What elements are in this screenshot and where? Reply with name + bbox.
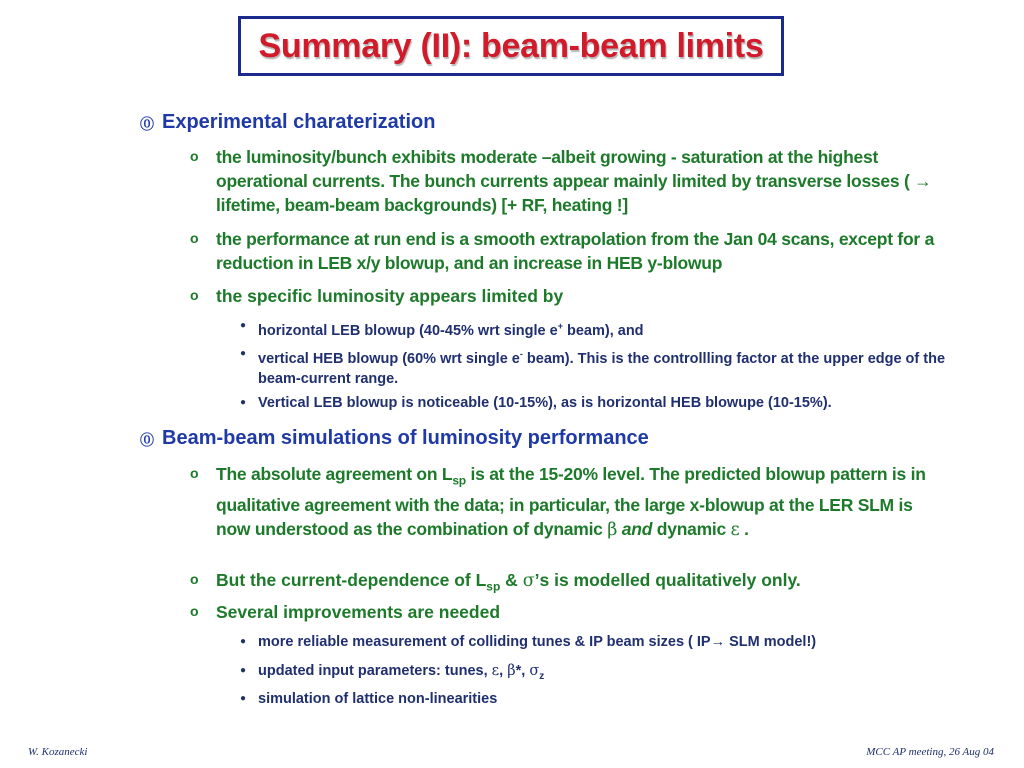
level3-bullet-icon: ●	[240, 636, 247, 647]
level2-bullet-icon: o	[190, 230, 199, 246]
sub-list-item	[240, 316, 948, 341]
level1-bullet-icon: ⓪	[140, 116, 154, 132]
sub-list-item-text: Vertical LEB blowup is noticeable (10-15%), as is horizontal HEB blowupe (10-15%).	[258, 395, 832, 411]
sub-list-item	[240, 689, 948, 709]
section-1-heading-row	[140, 110, 435, 134]
sub-list-item	[240, 632, 948, 652]
level3-bullet-icon: ●	[240, 693, 247, 704]
level3-bullet-icon: ●	[240, 397, 247, 408]
sub-list-item-text: updated input parameters: tunes, ε, β*, $\sigma_z$	[258, 663, 545, 682]
list-item	[190, 227, 951, 275]
section-2-heading-row	[140, 426, 649, 450]
sub-list-item	[240, 393, 948, 413]
level2-bullet-icon: o	[190, 603, 199, 619]
list-item	[190, 600, 951, 624]
footer-author: W. Kozanecki	[28, 746, 88, 758]
list-item	[190, 284, 951, 308]
list-item	[190, 145, 951, 217]
section-heading: Experimental charaterization	[162, 111, 436, 133]
sub-list-item-text: more reliable measurement of colliding tunes & IP beam sizes ( IP→ SLM model!)	[258, 634, 817, 650]
list-item	[190, 462, 951, 542]
section-heading: Beam-beam simulations of luminosity performance	[162, 427, 649, 449]
sub-list-item	[240, 344, 948, 389]
list-item	[190, 568, 951, 599]
list-item-text: The absolute agreement on $L_{sp}$ is at the 15-20% level. The predicted blowup pattern is in qualitative agreement with the data; in particular, the large x-blowup at the LER SLM is now understood as the combination of dynamic β and dynamic ε .	[216, 464, 926, 540]
level3-bullet-icon: ●	[240, 348, 247, 359]
title-box	[238, 16, 784, 76]
list-item-text: Several improvements are needed	[216, 602, 501, 622]
slide-title: Summary (II): beam-beam limits	[258, 26, 764, 65]
list-item-text: But the current-dependence of $L_{sp}$ & σ’s is modelled qualitatively only.	[216, 570, 801, 594]
level3-bullet-icon: ●	[240, 665, 247, 676]
sub-list-item-text: simulation of lattice non-linearities	[258, 691, 498, 707]
list-item-text: the performance at run end is a smooth extrapolation from the Jan 04 scans, except for a reduction in LEB x/y blowup, and an increase in HEB y-blowup	[216, 229, 935, 273]
sub-list-item	[240, 661, 948, 687]
level2-bullet-icon: o	[190, 148, 199, 164]
level1-bullet-icon: ⓪	[140, 432, 154, 448]
sub-list-item-text: horizontal LEB blowup (40-45% wrt single e+ beam), and	[258, 321, 644, 339]
list-item-text: the luminosity/bunch exhibits moderate –albeit growing - saturation at the highest operational currents. The bunch currents appear mainly limited by transverse losses ( → lifetime, beam-beam backgrounds) [+ RF, heating !]	[216, 147, 932, 215]
list-item-text: the specific luminosity appears limited by	[216, 286, 564, 306]
level2-bullet-icon: o	[190, 465, 199, 481]
level3-bullet-icon: ●	[240, 320, 247, 331]
footer-meeting: MCC AP meeting, 26 Aug 04	[866, 746, 994, 758]
sub-list-item-text: vertical HEB blowup (60% wrt single e- beam). This is the controllling factor at the upper edge of the beam-current range.	[258, 349, 946, 387]
level2-bullet-icon: o	[190, 571, 199, 587]
level2-bullet-icon: o	[190, 287, 199, 303]
